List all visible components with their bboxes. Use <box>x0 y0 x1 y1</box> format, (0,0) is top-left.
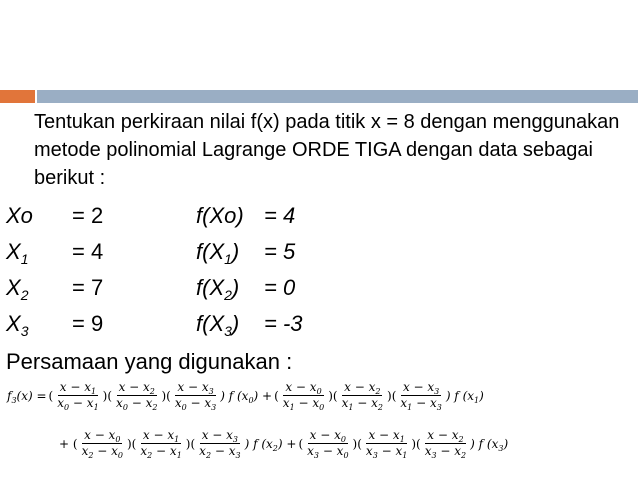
denominator-sub: 1 <box>176 451 182 460</box>
fx-value: = 4 <box>264 203 296 228</box>
denominator-sub: 3 <box>313 451 319 460</box>
fx-label: $f(X_3)$ <box>196 311 240 339</box>
fx-value: = 5 <box>264 239 296 264</box>
denominator-sub: 2 <box>152 403 158 412</box>
f-term-sub: 2 <box>272 443 278 453</box>
numerator: $x - x_1$ <box>59 380 97 396</box>
data-row <box>6 308 626 340</box>
equation-row <box>6 380 638 411</box>
denominator-sub: 3 <box>211 403 217 412</box>
denominator-sub: 0 <box>181 403 187 412</box>
fx-label-sub: 2 <box>224 287 232 303</box>
f-term: ) f $(x_1)$ <box>445 388 484 405</box>
fx-label-sub: 1 <box>224 251 232 267</box>
denominator: $x_2 - x_1$ <box>140 444 182 460</box>
lagrange-formula-line-2 <box>58 428 638 459</box>
denominator-sub: 2 <box>377 403 384 412</box>
denominator: $x_1 - x_3$ <box>400 396 442 412</box>
denominator-sub: 1 <box>402 451 408 460</box>
denominator: $x_1 - x_2$ <box>341 396 384 412</box>
fraction <box>80 428 125 459</box>
denominator-sub: 3 <box>372 451 378 460</box>
denominator: $x_2 - x_3$ <box>199 444 241 460</box>
denominator-sub: 2 <box>461 451 467 460</box>
lagrange-formula-line-1 <box>6 380 638 411</box>
numerator: $x - x_1$ <box>368 428 405 444</box>
denominator: $x_3 - x_2$ <box>424 444 467 460</box>
fraction <box>340 380 385 411</box>
numerator: $x - x_0$ <box>84 428 121 444</box>
numerator-sub: 2 <box>458 435 464 444</box>
paren: )( <box>411 436 421 451</box>
numerator: $x - x_3$ <box>177 380 214 396</box>
f-term: ) f $(x_0)$ + <box>220 388 273 405</box>
numerator-sub: 2 <box>375 387 381 396</box>
fraction <box>197 428 242 459</box>
paren: + ( <box>59 436 78 451</box>
denominator: $x_3 - x_1$ <box>365 444 408 460</box>
denominator-sub: 3 <box>431 451 437 460</box>
paren: ( <box>298 436 304 451</box>
x-label-sub: 1 <box>20 251 29 267</box>
x-label-sub: 2 <box>20 287 29 303</box>
denominator-sub: 0 <box>343 451 349 460</box>
denominator: $x_0 - x_1$ <box>57 396 99 412</box>
denominator-sub: 0 <box>319 403 325 412</box>
fraction <box>305 428 350 459</box>
f-term-sub: 1 <box>474 395 480 405</box>
denominator: $x_0 - x_2$ <box>116 396 158 412</box>
paren: )( <box>102 388 113 403</box>
denominator: $x_2 - x_0$ <box>81 444 123 460</box>
denominator-sub: 3 <box>436 403 442 412</box>
paren: )( <box>161 388 171 403</box>
accent-bar-blue <box>37 90 638 103</box>
numerator-sub: 1 <box>399 435 405 444</box>
equation-lhs: $f_3(x)$ = <box>7 388 47 405</box>
equation-heading: Persamaan yang digunakan : <box>6 349 293 374</box>
fx-label: $f(X_1)$ <box>196 239 240 267</box>
x-value: = 4 <box>72 239 104 264</box>
numerator-sub: 3 <box>232 435 239 444</box>
paren: ( <box>274 388 279 403</box>
problem-statement: Tentukan perkiraan nilai f(x) pada titik x = 8 dengan menggunakan metode polinomial Lagrange ORDE TIGA dengan data sebagai berikut : <box>34 111 620 189</box>
f-term-sub: 0 <box>248 395 254 405</box>
denominator: $x_1 - x_0$ <box>282 396 325 412</box>
numerator-sub: 0 <box>115 435 121 444</box>
numerator: $x - x_2$ <box>427 428 464 444</box>
denominator-sub: 1 <box>93 403 99 412</box>
fraction <box>281 380 326 411</box>
denominator-sub: 3 <box>235 451 241 460</box>
fraction <box>55 380 100 411</box>
paren: )( <box>126 436 137 451</box>
numerator-sub: 2 <box>149 387 155 396</box>
fraction <box>114 380 159 411</box>
fraction <box>398 380 443 411</box>
denominator-sub: 0 <box>117 451 123 460</box>
x-value: = 7 <box>72 275 104 300</box>
x-label: Xo <box>6 203 33 228</box>
lhs-sub: 3 <box>11 395 17 405</box>
fx-label-sub: 3 <box>224 323 232 339</box>
numerator: $x - x_3$ <box>201 428 239 444</box>
denominator: $x_0 - x_3$ <box>174 396 217 412</box>
numerator: $x - x_2$ <box>344 380 381 396</box>
fraction <box>173 380 218 411</box>
x-label-sub: 3 <box>20 323 29 339</box>
numerator-sub: 1 <box>174 435 180 444</box>
f-term: ) f $(x_3)$ <box>470 436 509 453</box>
x-value: = 9 <box>72 311 104 336</box>
x-label: $X_2$ <box>6 275 29 303</box>
numerator-sub: 1 <box>91 387 97 396</box>
paren: )( <box>328 388 338 403</box>
denominator-sub: 0 <box>122 403 128 412</box>
numerator: $x - x_1$ <box>142 428 180 444</box>
fx-label: f(Xo) <box>196 203 244 228</box>
paren: ( <box>48 388 54 403</box>
numerator: $x - x_3$ <box>402 380 440 396</box>
denominator-sub: 2 <box>205 451 212 460</box>
f-term: ) f $(x_2)$ + <box>244 436 297 453</box>
fraction <box>138 428 183 459</box>
fraction <box>364 428 409 459</box>
fx-value: = 0 <box>264 275 296 300</box>
equation-row <box>58 428 638 459</box>
numerator: $x - x_0$ <box>309 428 346 444</box>
denominator-sub: 2 <box>147 451 153 460</box>
x-label: $X_1$ <box>6 239 29 267</box>
numerator-sub: 3 <box>208 387 214 396</box>
numerator-sub: 0 <box>340 435 346 444</box>
denominator-sub: 2 <box>88 451 94 460</box>
fx-label: $f(X_2)$ <box>196 275 240 303</box>
paren: )( <box>387 388 397 403</box>
paren: )( <box>352 436 362 451</box>
denominator: $x_3 - x_0$ <box>307 444 349 460</box>
data-row <box>6 272 626 304</box>
fx-value: = -3 <box>264 311 303 336</box>
accent-bar-orange <box>0 90 35 103</box>
numerator: $x - x_2$ <box>118 380 155 396</box>
paren: )( <box>185 436 196 451</box>
x-label: $X_3$ <box>6 311 29 339</box>
numerator-sub: 3 <box>434 387 440 396</box>
x-value: = 2 <box>72 203 104 228</box>
denominator-sub: 1 <box>348 403 354 412</box>
denominator-sub: 1 <box>407 403 413 412</box>
f-term-sub: 3 <box>498 443 504 453</box>
denominator-sub: 1 <box>289 403 295 412</box>
numerator-sub: 0 <box>316 387 322 396</box>
data-row <box>6 236 626 268</box>
denominator-sub: 0 <box>64 403 70 412</box>
data-row <box>6 200 626 232</box>
numerator: $x - x_0$ <box>285 380 322 396</box>
fraction <box>423 428 468 459</box>
